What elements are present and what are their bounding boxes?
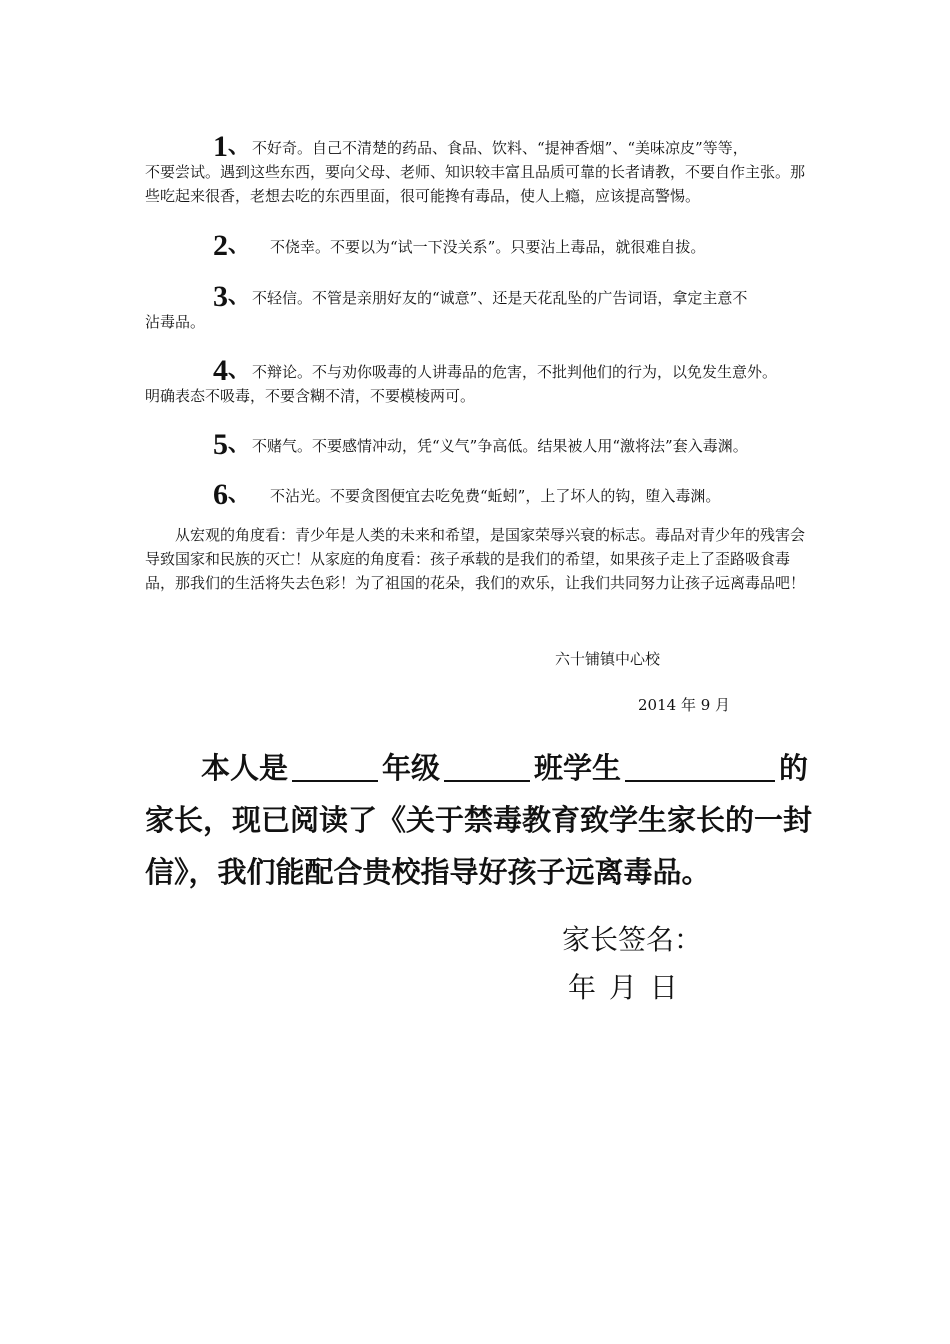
rule-number: 4 [213, 354, 228, 387]
signature-date-label: 年 月 日 [568, 971, 680, 1004]
rule-4: 4、 不辩论。不与劝你吸毒的人讲毒品的危害，不批判他们的行为，以免发生意外。 明确表态不吸毒，不要含糊不清，不要模棱两可。 [145, 358, 815, 408]
rule-number: 2 [213, 229, 228, 262]
closing-paragraph: 从宏观的角度看：青少年是人类的未来和希望，是国家荣辱兴衰的标志。毒品对青少年的残害会导致国家和民族的灭亡！从家庭的角度看：孩子承载的是我们的希望，如果孩子走上了歪路吸食毒品，那我们的生活将失去色彩！为了祖国的花朵，我们的欢乐，让我们共同努力让孩子远离毒品吧！ [145, 526, 806, 592]
rule-number: 1 [213, 130, 228, 163]
rule-text: 不侥幸。不要以为“试一下没关系”。只要沾上毒品，就很难自拔。 [270, 238, 706, 256]
rule-3: 3、 不轻信。不管是亲朋好友的“诚意”、还是天花乱坠的广告词语，拿定主意不 沾毒品。 [145, 284, 815, 334]
student-name-blank[interactable] [625, 754, 775, 782]
grade-blank[interactable] [292, 754, 378, 782]
rule-text-continued: 不要尝试。遇到这些东西，要向父母、老师、知识较丰富且品质可靠的长者请教，不要自作主张。那些吃起来很香，老想去吃的东西里面，很可能搀有毒品，使人上瘾，应该提高警惕。 [145, 163, 806, 205]
parent-signature-label: 家长签名： [562, 923, 703, 956]
rule-2: 2、 不侥幸。不要以为“试一下没关系”。只要沾上毒品，就很难自拔。 [213, 229, 706, 262]
rule-text: 不轻信。不管是亲朋好友的“诚意”、还是天花乱坠的广告词语，拿定主意不 [252, 289, 748, 307]
parent-confirmation: 本人是 年级 班学生 的 家长，现已阅读了《关于禁毒教育致学生家长的一封 信》，我们能配合贵校指导好孩子远离毒品。 [145, 751, 813, 889]
rule-text: 不好奇。自己不清楚的药品、食品、饮料、“提神香烟”、“美味凉皮”等等， [252, 139, 748, 157]
rule-number: 3 [213, 280, 228, 313]
rule-number: 5 [213, 428, 228, 461]
rule-text: 不赌气。不要感情冲动，凭“义气”争高低。结果被人用“激将法”套入毒渊。 [252, 437, 748, 455]
rule-5: 5、 不赌气。不要感情冲动，凭“义气”争高低。结果被人用“激将法”套入毒渊。 [213, 428, 748, 461]
class-blank[interactable] [444, 754, 530, 782]
rule-text-continued: 明确表态不吸毒，不要含糊不清，不要模棱两可。 [145, 387, 476, 405]
letter-date: 2014 年 9 月 [638, 696, 731, 714]
rule-text: 不沾光。不要贪图便宜去吃免费“蚯蚓”，上了坏人的钩，堕入毒渊。 [270, 487, 721, 505]
rule-number: 6 [213, 478, 228, 511]
rule-6: 6、 不沾光。不要贪图便宜去吃免费“蚯蚓”，上了坏人的钩，堕入毒渊。 [213, 478, 721, 511]
rule-text: 不辩论。不与劝你吸毒的人讲毒品的危害，不批判他们的行为，以免发生意外。 [252, 363, 778, 381]
school-signature: 六十铺镇中心校 [555, 650, 661, 668]
rule-1: 1、 不好奇。自己不清楚的药品、食品、饮料、“提神香烟”、“美味凉皮”等等， 不要尝试。遇到这些东西，要向父母、老师、知识较丰富且品质可靠的长者请教，不要自作主张。那些吃起来很香，老想去吃的东西里面，很可能搀有毒品，使人上瘾，应该提高警惕。 [145, 134, 815, 208]
rule-text-continued: 沾毒品。 [145, 313, 206, 331]
